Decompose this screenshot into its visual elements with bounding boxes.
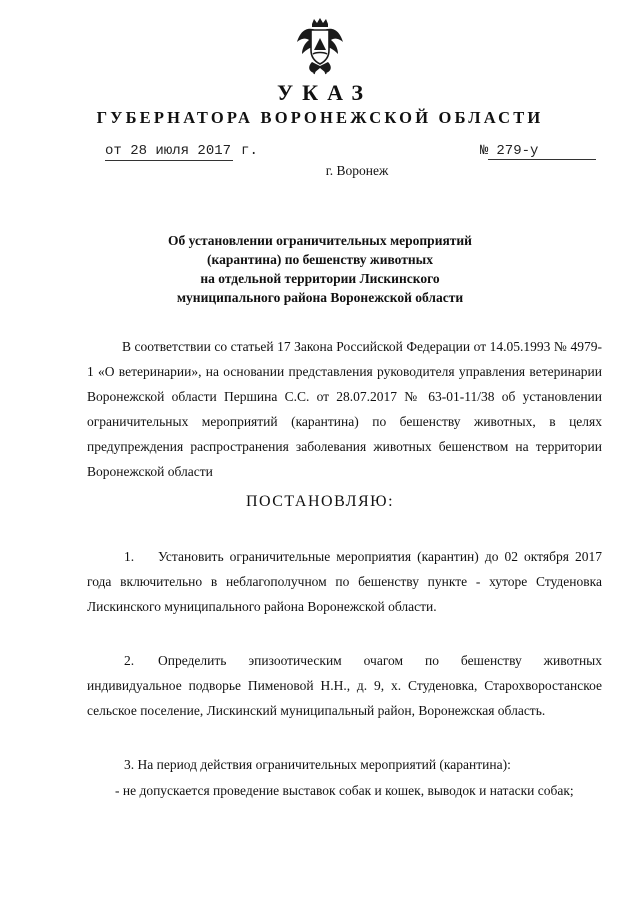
doc-title: УКАЗ: [276, 80, 373, 105]
number-label: №: [480, 143, 489, 159]
decree-subitem: [87, 778, 602, 803]
preamble-paragraph: В соответствии со статьей 17 Закона Российской Федерации от 14.05.1993 № 4979-1 «О ветеринарии», на основании представления руководителя управления ветеринарии Воронежской области Першина С.С. от 28.07.2017 № 63-01-11/38 об установлении ограничительных мероприятий (карантина) по бешенству животных, в целях предупреждения распространения заболевания животных бешенством на территории Воронежской области: [87, 339, 602, 479]
decree-item: [87, 544, 602, 619]
coat-of-arms-icon: [294, 16, 346, 76]
date-prefix: от: [105, 143, 122, 159]
subject-line: Об установлении ограничительных мероприятий: [168, 233, 472, 248]
item-text: - не допускается проведение выставок собак и кошек, выводок и натаски собак;: [115, 783, 574, 798]
date-line: [105, 143, 258, 161]
city-label: г. Воронеж: [325, 163, 389, 178]
decree-item: [87, 648, 602, 723]
date-value: 28 июля 2017: [130, 143, 232, 159]
date-suffix: г.: [241, 143, 258, 159]
decree-item: [87, 752, 602, 777]
item-text: 3. На период действия ограничительных мероприятий (карантина):: [124, 757, 511, 772]
item-text: Установить ограничительные мероприятия (карантин) до 02 октября 2017 года включительно в неблагополучном по бешенству пункте - хуторе Студеновка Лискинского муниципального района Воронежской области.: [87, 549, 602, 614]
item-number: 2.: [124, 653, 135, 668]
item-text: Определить эпизоотическим очагом по бешенству животных индивидуальное подворье Пименовой Н.Н., д. 9, х. Студеновка, Старохворостанское сельское поселение, Лискинский муниципальный район, Воронежская область.: [87, 653, 602, 718]
date-field: [105, 143, 233, 161]
subject-line: на отдельной территории Лискинского: [200, 271, 440, 286]
decree-word: ПОСТАНОВЛЯЮ:: [245, 493, 395, 510]
number-value: 279-у: [488, 143, 596, 160]
subject-line: муниципального района Воронежской области: [176, 290, 464, 305]
subject-line: (карантина) по бешенству животных: [207, 252, 433, 267]
number-line: [480, 143, 596, 160]
item-number: 1.: [124, 549, 135, 564]
decree-subject: [100, 231, 540, 307]
doc-subtitle: ГУБЕРНАТОРА ВОРОНЕЖСКОЙ ОБЛАСТИ: [96, 108, 544, 127]
